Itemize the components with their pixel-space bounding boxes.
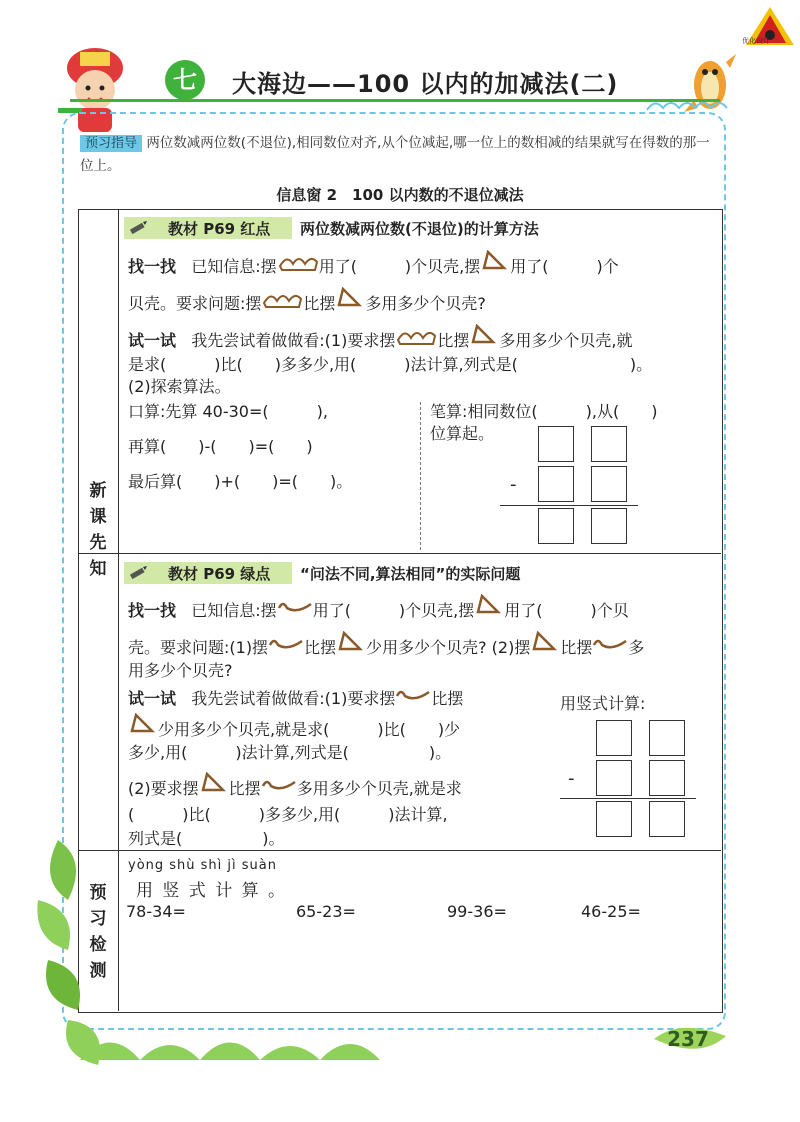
find-text: 多 xyxy=(628,638,645,657)
find-text: 用了( )个 xyxy=(510,257,619,276)
answer-box[interactable] xyxy=(591,508,627,544)
page-number: 237 xyxy=(667,1027,709,1051)
sailboat-shell-shape-icon xyxy=(530,631,560,653)
written-calc-line-1: 笔算:相同数位( ),从( ) xyxy=(430,402,658,421)
part2-try-row-6: 列式是( )。 xyxy=(128,829,285,848)
part1-find-row-1 xyxy=(128,250,619,278)
part2-try-row-3: 多少,用( )法计算,列式是( )。 xyxy=(128,743,452,762)
sailboat-shell-shape-icon xyxy=(469,324,499,346)
try-text: 多用多少个贝壳,就是求 xyxy=(296,779,462,798)
minus-sign: - xyxy=(510,474,517,495)
fan-shell-shape-icon xyxy=(277,252,319,272)
answer-box[interactable] xyxy=(649,720,685,756)
part1-tag-label: 教材 P69 红点 xyxy=(168,220,271,238)
answer-box[interactable] xyxy=(596,801,632,837)
try-text: 我先尝试着做做看:(1)要求摆 xyxy=(191,331,396,350)
find-text: 壳。要求问题:(1)摆 xyxy=(128,638,269,657)
sailboat-shell-shape-icon xyxy=(474,594,504,616)
unit-title: 大海边——100 以内的加减法(二) xyxy=(232,70,619,98)
find-label: 找一找 xyxy=(128,601,177,620)
find-text: 贝壳。要求问题:摆 xyxy=(128,294,262,313)
side-label-text: 新课先知 xyxy=(89,481,107,579)
logo-text: 优化设计 xyxy=(742,37,770,45)
wave-shell-shape-icon xyxy=(261,776,297,794)
part1-try-row-2: 是求( )比( )多多少,用( )法计算,列式是( )。 xyxy=(128,355,653,374)
wave-shell-shape-icon xyxy=(268,635,304,653)
table-row-divider xyxy=(78,850,721,851)
answer-box[interactable] xyxy=(649,801,685,837)
table-row-divider xyxy=(78,553,721,554)
instruction-text: 用 竖 式 计 算 。 xyxy=(136,881,288,901)
find-text: 多用多少个贝壳? xyxy=(365,294,486,313)
header-divider xyxy=(70,99,720,102)
find-text: 用了( )个贝 xyxy=(504,601,629,620)
oral-calc-step-1: 口算:先算 40-30=( ), xyxy=(128,402,328,421)
try-text: 多用多少个贝壳,就 xyxy=(499,331,633,350)
minus-sign: - xyxy=(568,768,575,789)
part2-try-row-2 xyxy=(128,713,460,741)
try-text: 我先尝试着做做看:(1)要求摆 xyxy=(191,689,396,708)
answer-box[interactable] xyxy=(596,760,632,796)
try-text: 比摆 xyxy=(437,331,470,350)
oral-calc-step-2: 再算( )-( )=( ) xyxy=(128,437,313,456)
try-label: 试一试 xyxy=(128,331,177,350)
pencil-icon xyxy=(128,220,148,236)
answer-box[interactable] xyxy=(538,426,574,462)
oral-calc-step-3: 最后算( )+( )=( )。 xyxy=(128,472,353,491)
part2-find-row-1 xyxy=(128,594,629,622)
check-problem: 78-34= xyxy=(126,902,186,921)
wave-shell-shape-icon xyxy=(395,686,431,704)
find-text: 用了( )个贝壳,摆 xyxy=(318,257,481,276)
part2-try-row-1 xyxy=(128,686,463,710)
part2-find-row-3: 用多少个贝壳? xyxy=(128,661,233,680)
fan-shell-shape-icon xyxy=(395,326,437,346)
check-problem: 65-23= xyxy=(296,902,356,921)
instruction-pinyin: yòng shù shì jì suàn xyxy=(128,858,277,873)
try-text: 少用多少个贝壳,就是求( )比( )少 xyxy=(158,720,461,739)
side-label-text: 预习检测 xyxy=(89,883,107,981)
try-text: 比摆 xyxy=(228,779,261,798)
part2-tag-label: 教材 P69 绿点 xyxy=(168,565,271,583)
sailboat-shell-shape-icon xyxy=(128,713,158,735)
check-problem: 99-36= xyxy=(447,902,507,921)
answer-box[interactable] xyxy=(596,720,632,756)
wave-shell-shape-icon xyxy=(277,598,313,616)
try-text: (2)要求摆 xyxy=(128,779,199,798)
fan-shell-shape-icon xyxy=(261,289,303,309)
grass-icon xyxy=(80,1020,660,1070)
answer-box[interactable] xyxy=(538,508,574,544)
unit-number-badge: 七 xyxy=(165,60,205,100)
sailboat-shell-shape-icon xyxy=(335,287,365,309)
wave-shell-shape-icon xyxy=(592,635,628,653)
answer-box[interactable] xyxy=(591,466,627,502)
part2-heading: “问法不同,算法相同”的实际问题 xyxy=(300,565,521,583)
find-text: 已知信息:摆 xyxy=(191,601,277,620)
preview-guide xyxy=(80,132,720,178)
vertical-calc-line xyxy=(560,798,696,799)
written-calc-line-2: 位算起。 xyxy=(430,424,495,443)
answer-box[interactable] xyxy=(591,426,627,462)
find-text: 已知信息:摆 xyxy=(191,257,277,276)
part1-find-row-2 xyxy=(128,287,486,315)
find-text: 比摆 xyxy=(304,638,337,657)
answer-box[interactable] xyxy=(538,466,574,502)
try-text: 比摆 xyxy=(431,689,464,708)
part1-try-row-3: (2)探索算法。 xyxy=(128,377,231,396)
sailboat-shell-shape-icon xyxy=(199,772,229,794)
part2-try-row-5: ( )比( )多多少,用( )法计算, xyxy=(128,805,448,824)
side-label-new-lesson xyxy=(78,478,118,582)
find-text: 比摆 xyxy=(303,294,336,313)
part2-try-row-4 xyxy=(128,772,462,800)
part1-try-row-1 xyxy=(128,324,632,352)
answer-box[interactable] xyxy=(649,760,685,796)
preview-guide-text: 两位数减两位数(不退位),相同数位对齐,从个位减起,哪一位上的数相减的结果就写在得数的那一位上。 xyxy=(80,135,710,174)
vertical-calc-label: 用竖式计算: xyxy=(560,694,646,713)
vertical-calc-line xyxy=(500,505,638,506)
part1-heading: 两位数减两位数(不退位)的计算方法 xyxy=(300,220,539,238)
pencil-icon xyxy=(128,565,148,581)
find-text: 少用多少个贝壳? (2)摆 xyxy=(366,638,531,657)
sailboat-shell-shape-icon xyxy=(480,250,510,272)
dashed-divider xyxy=(420,402,421,550)
part2-find-row-2 xyxy=(128,631,644,659)
section-title: 信息窗 2 100 以内数的不退位减法 xyxy=(276,186,524,204)
find-text: 用了( )个贝壳,摆 xyxy=(312,601,475,620)
find-text: 比摆 xyxy=(560,638,593,657)
sailboat-shell-shape-icon xyxy=(336,631,366,653)
preview-guide-tag: 预习指导 xyxy=(80,135,142,152)
find-label: 找一找 xyxy=(128,257,177,276)
check-problem: 46-25= xyxy=(581,902,641,921)
try-label: 试一试 xyxy=(128,689,177,708)
